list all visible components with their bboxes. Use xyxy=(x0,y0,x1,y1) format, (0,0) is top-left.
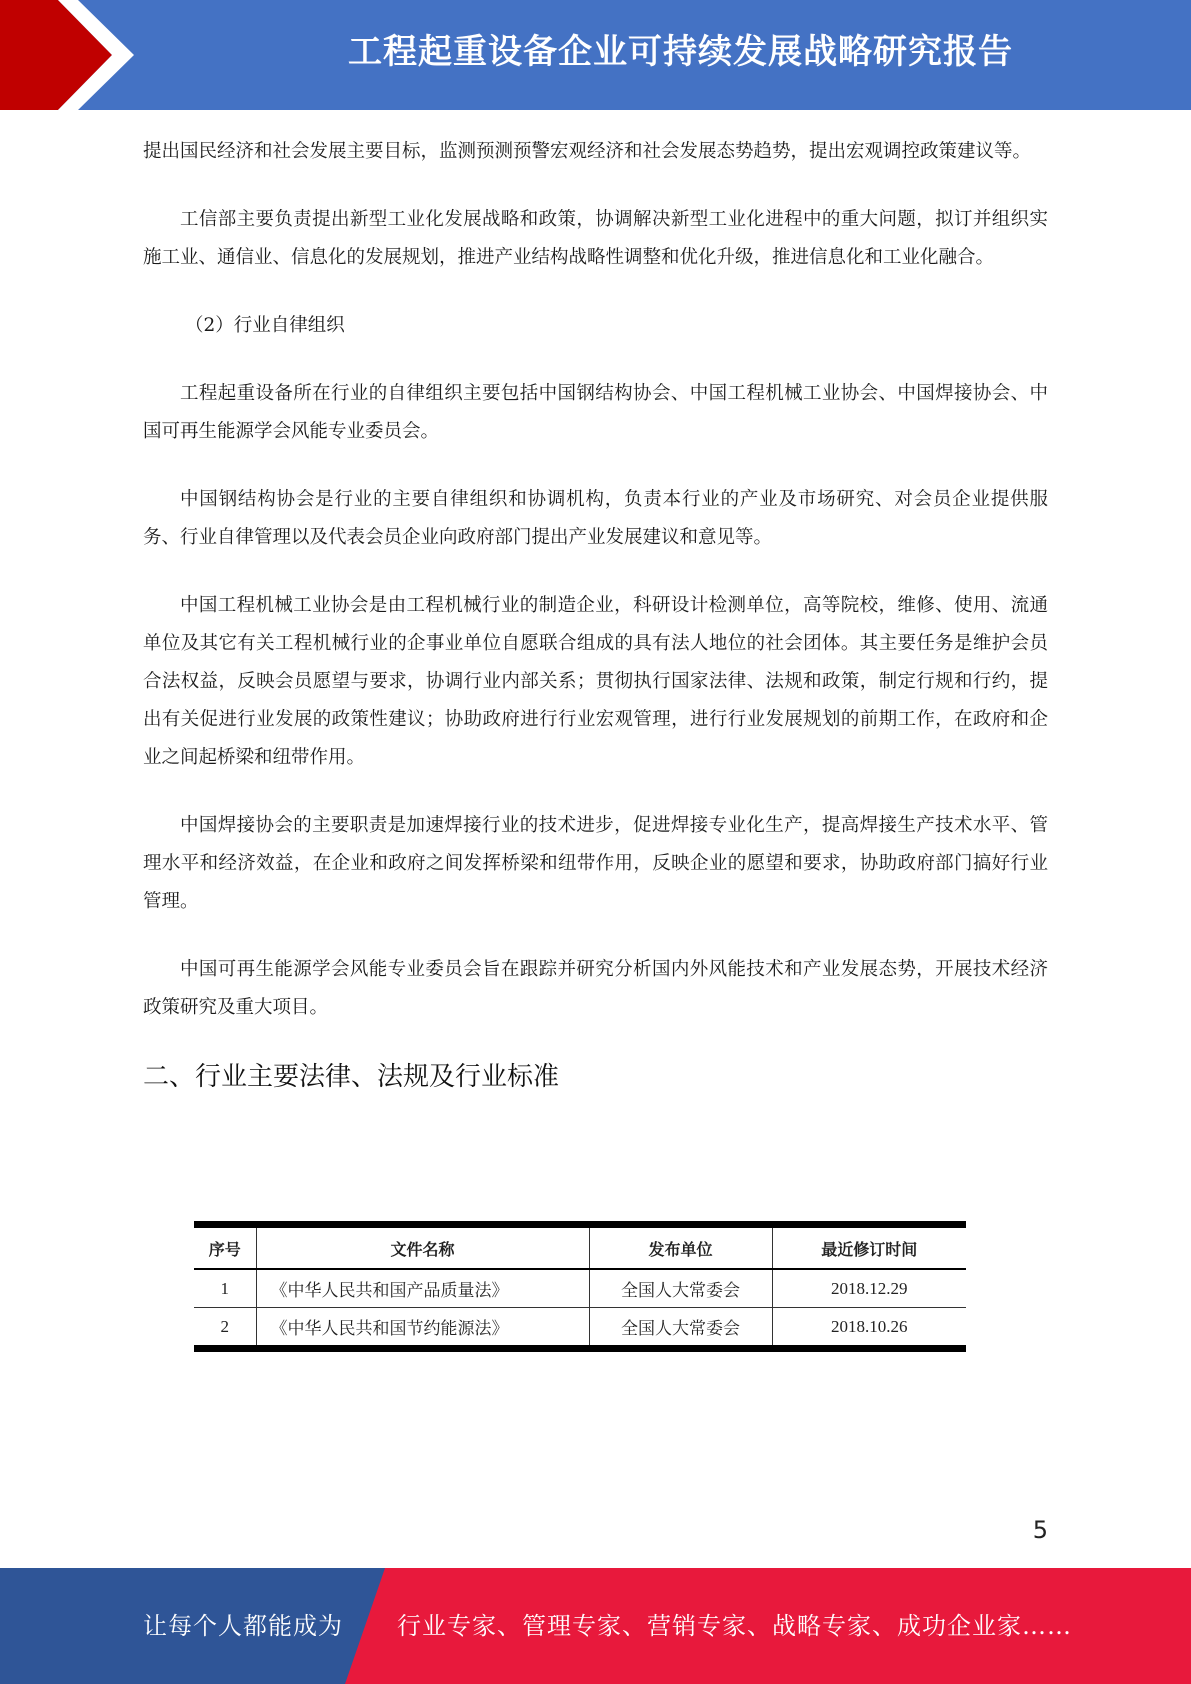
section-heading: 二、行业主要法律、法规及行业标准 xyxy=(143,1062,560,1092)
table-cell: 2018.10.26 xyxy=(772,1308,966,1349)
table-cell: 1 xyxy=(194,1269,256,1308)
table-cell: 2018.12.29 xyxy=(772,1269,966,1308)
table-row xyxy=(194,1308,966,1349)
paragraph: 中国可再生能源学会风能专业委员会旨在跟踪并研究分析国内外风能技术和产业发展态势，开展技术经济政策研究及重大项目。 xyxy=(143,959,1048,1018)
table-header-row xyxy=(194,1225,966,1270)
laws-table-container xyxy=(194,1221,966,1352)
page-body xyxy=(143,133,1048,1097)
column-header: 发布单位 xyxy=(589,1225,772,1270)
page-header xyxy=(0,0,1191,110)
footer-slogan-right: 行业专家、管理专家、营销专家、战略专家、成功企业家…… xyxy=(397,1612,1072,1640)
page-footer xyxy=(0,1568,1191,1684)
laws-table xyxy=(194,1221,966,1352)
paragraph: 中国工程机械工业协会是由工程机械行业的制造企业，科研设计检测单位，高等院校，维修、使用、流通单位及其它有关工程机械行业的企事业单位自愿联合组成的具有法人地位的社会团体。其主要任务是维护会员合法权益，反映会员愿望与要求，协调行业内部关系；贯彻执行国家法律、法规和政策，制定行规和行约，提出有关促进行业发展的政策性建议；协助政府进行行业宏观管理，进行行业发展规划的前期工作，在政府和企业之间起桥梁和纽带作用。 xyxy=(143,595,1048,768)
paragraph: 中国钢结构协会是行业的主要自律组织和协调机构，负责本行业的产业及市场研究、对会员企业提供服务、行业自律管理以及代表会员企业向政府部门提出产业发展建议和意见等。 xyxy=(143,489,1048,548)
column-header: 文件名称 xyxy=(256,1225,589,1270)
paragraph: 工程起重设备所在行业的自律组织主要包括中国钢结构协会、中国工程机械工业协会、中国焊接协会、中国可再生能源学会风能专业委员会。 xyxy=(143,383,1048,442)
paragraph: 提出国民经济和社会发展主要目标，监测预测预警宏观经济和社会发展态势趋势，提出宏观调控政策建议等。 xyxy=(143,141,1032,162)
table-cell: 《中华人民共和国节约能源法》 xyxy=(256,1308,589,1349)
paragraph: 工信部主要负责提出新型工业化发展战略和政策，协调解决新型工业化进程中的重大问题，拟订并组织实施工业、通信业、信息化的发展规划，推进产业结构战略性调整和优化升级，推进信息化和工业化融合。 xyxy=(143,209,1048,268)
table-cell: 《中华人民共和国产品质量法》 xyxy=(256,1269,589,1308)
report-title: 工程起重设备企业可持续发展战略研究报告 xyxy=(348,32,1013,72)
table-cell: 全国人大常委会 xyxy=(589,1308,772,1349)
column-header: 序号 xyxy=(194,1225,256,1270)
page-number: 5 xyxy=(1032,1516,1048,1544)
header-arrow-icon xyxy=(0,0,160,110)
subsection-title: （2）行业自律组织 xyxy=(185,315,345,336)
table-cell: 全国人大常委会 xyxy=(589,1269,772,1308)
table-row xyxy=(194,1269,966,1308)
paragraph: 中国焊接协会的主要职责是加速焊接行业的技术进步，促进焊接专业化生产，提高焊接生产技术水平、管理水平和经济效益，在企业和政府之间发挥桥梁和纽带作用，反映企业的愿望和要求，协助政府部门搞好行业管理。 xyxy=(143,815,1048,912)
column-header: 最近修订时间 xyxy=(772,1225,966,1270)
table-cell: 2 xyxy=(194,1308,256,1349)
footer-slogan-left: 让每个人都能成为 xyxy=(143,1612,343,1640)
